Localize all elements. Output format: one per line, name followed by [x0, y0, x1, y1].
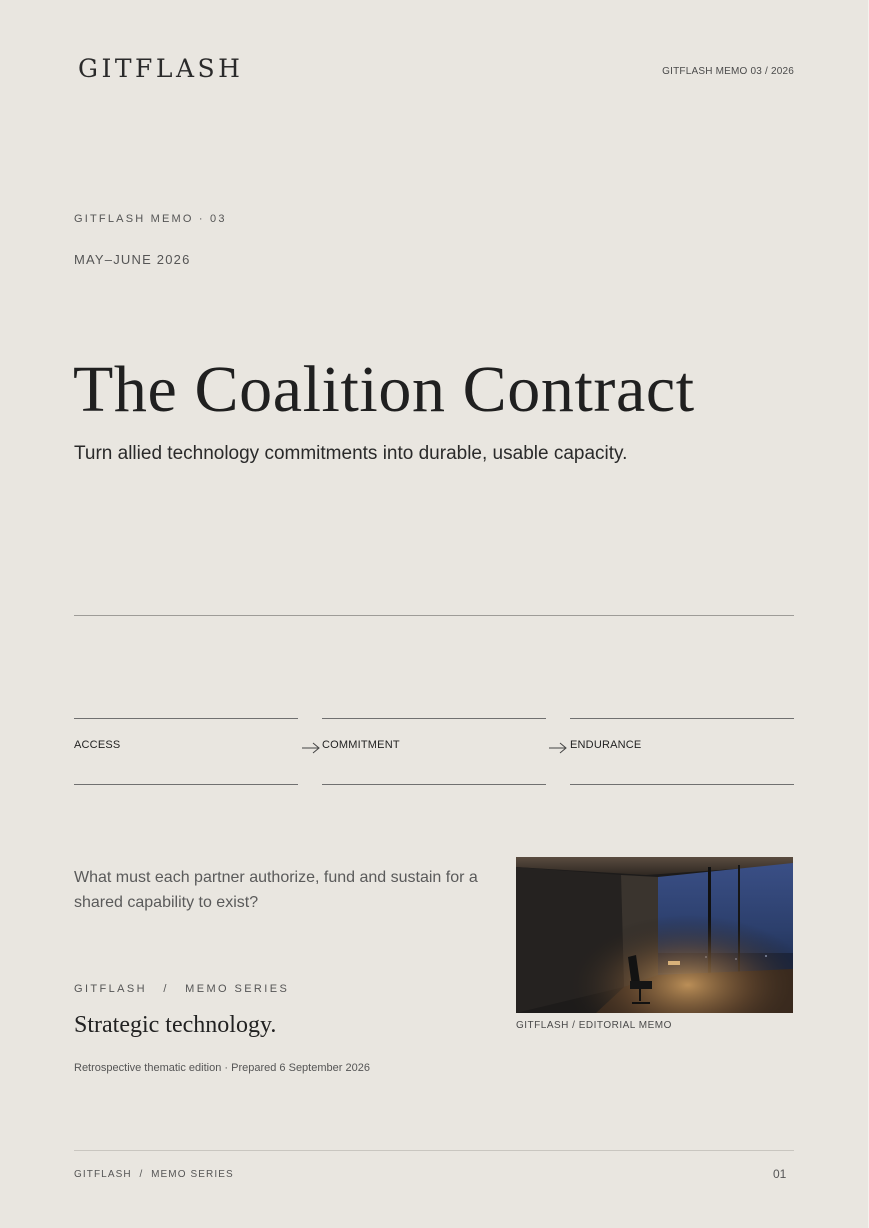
arrow-right-icon [301, 742, 321, 754]
step-access [74, 718, 298, 785]
section-divider [74, 615, 794, 616]
memo-date: MAY–JUNE 2026 [74, 252, 191, 267]
brand-wordmark: GITFLASH [78, 54, 244, 83]
step-endurance [570, 718, 794, 785]
step-commitment [322, 718, 546, 785]
footer-divider [74, 1150, 794, 1151]
step-label: ENDURANCE [570, 739, 642, 751]
edition-note: Retrospective thematic edition · Prepared 6 September 2026 [74, 1062, 370, 1074]
page-title: The Coalition Contract [73, 353, 695, 426]
tagline: Strategic technology. [74, 1012, 277, 1038]
page-number: 01 [773, 1167, 787, 1181]
step-label: ACCESS [74, 739, 121, 751]
key-question: What must each partner authorize, fund and sustain for a shared capability to exist? [74, 869, 478, 911]
footer-series-label: GITFLASH / MEMO SERIES [74, 1169, 234, 1180]
photo-caption: GITFLASH / EDITORIAL MEMO [516, 1020, 672, 1031]
step-label: COMMITMENT [322, 739, 400, 751]
series-label: GITFLASH / MEMO SERIES [74, 983, 290, 995]
arrow-right-icon [548, 742, 568, 754]
step-sequence [74, 718, 794, 785]
page-subtitle: Turn allied technology commitments into durable, usable capacity. [74, 443, 628, 464]
memo-reference: GITFLASH MEMO 03 / 2026 [662, 66, 794, 77]
editorial-photo [516, 857, 793, 1013]
memo-kicker: GITFLASH MEMO · 03 [74, 213, 227, 225]
